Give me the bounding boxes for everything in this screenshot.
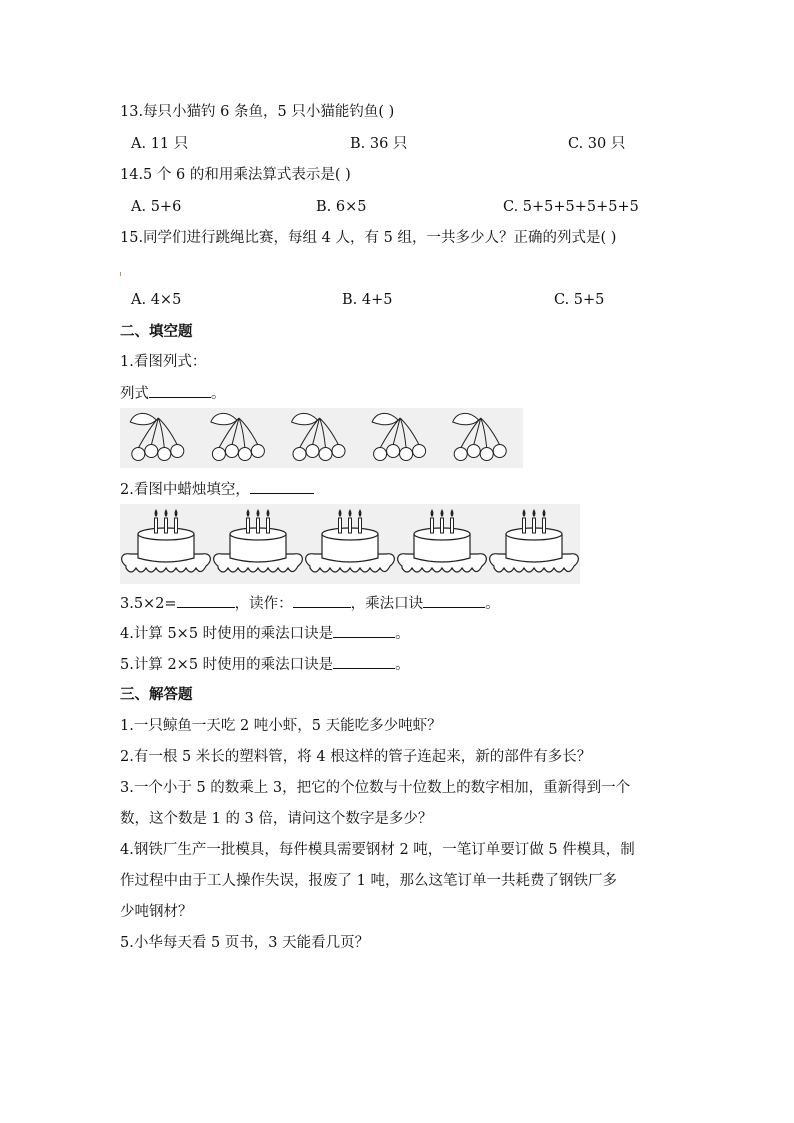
- formula-period: 。: [211, 386, 226, 402]
- flame-icon: [359, 509, 362, 517]
- formula-blank[interactable]: [149, 383, 211, 398]
- leaf-icon: [372, 413, 398, 424]
- question-15: 15.同学们进行跳绳比赛，每组 4 人，有 5 组，一共多少人？正确的列式是( ): [120, 230, 617, 246]
- cherry-icon: [400, 448, 413, 461]
- question-15-option-c[interactable]: C. 5+5: [554, 292, 605, 308]
- candles-blank[interactable]: [250, 479, 314, 494]
- cherry-stem: [481, 418, 487, 448]
- solve-question-5: 5.小华每天看 5 页书，3 天能看几页？: [120, 935, 370, 951]
- fill-question-5-text: 5.计算 2×5 时使用的乘法口诀是: [120, 657, 334, 673]
- cherry-icon: [480, 448, 493, 461]
- leaf-icon: [211, 413, 237, 424]
- cherry-icon: [493, 445, 506, 458]
- candle-icon: [359, 518, 362, 533]
- flame-icon: [543, 509, 546, 517]
- fill-question-3-period: 。: [485, 596, 500, 612]
- fill-question-3-prefix: 3.5×2=: [120, 596, 177, 612]
- cakes-figure: [120, 504, 580, 584]
- flame-icon: [175, 509, 178, 517]
- fill-question-1-formula: [120, 383, 226, 404]
- candle-icon: [155, 518, 158, 533]
- cherry-icon: [251, 445, 264, 458]
- cherry-icon: [332, 445, 345, 458]
- cherry-icon: [306, 445, 319, 458]
- candle-icon: [257, 518, 260, 533]
- fill-question-3: [120, 593, 500, 614]
- cherries-figure: [120, 408, 523, 468]
- question-14-option-c[interactable]: C. 5+5+5+5+5+5: [503, 199, 639, 215]
- flame-icon: [349, 509, 352, 517]
- cherry-icon: [387, 445, 400, 458]
- question-13-option-b[interactable]: B. 36 只: [350, 136, 408, 152]
- stray-mark: [120, 272, 121, 276]
- flame-icon: [441, 509, 444, 517]
- cherry-icon: [225, 445, 238, 458]
- cherries-illustration: [120, 408, 523, 468]
- flame-icon: [533, 509, 536, 517]
- question-14-option-a[interactable]: A. 5+6: [131, 199, 182, 215]
- flame-icon: [339, 509, 342, 517]
- cherry-stem: [320, 418, 339, 445]
- candle-icon: [339, 518, 342, 533]
- cherry-stem: [400, 418, 419, 445]
- cherry-icon: [145, 445, 158, 458]
- leaf-icon: [453, 413, 479, 424]
- candle-icon: [431, 518, 434, 533]
- cake-icon: [306, 509, 395, 572]
- cherry-icon: [374, 448, 387, 461]
- cherry-stem: [481, 418, 500, 445]
- solve-question-2: 2.有一根 5 米长的塑料管，将 4 根这样的管子连起来，新的部件有多长？: [120, 749, 592, 765]
- question-13-option-a[interactable]: A. 11 只: [131, 136, 189, 152]
- leaf-icon: [130, 413, 156, 424]
- cherry-icon: [171, 445, 184, 458]
- candle-icon: [349, 518, 352, 533]
- reading-blank[interactable]: [293, 593, 351, 608]
- question-14: 14.5 个 6 的和用乘法算式表示是( ): [120, 167, 351, 183]
- fill-question-3-rhyme-label: ，乘法口诀: [350, 596, 424, 612]
- flame-icon: [165, 509, 168, 517]
- cherry-stem: [320, 418, 326, 448]
- cherry-icon: [454, 448, 467, 461]
- cherry-stem: [158, 418, 164, 448]
- cherry-icon: [319, 448, 332, 461]
- solve-question-4-line-2: 作过程中由于工人操作失误，报废了 1 吨，那么这笔订单一共耗费了钢铁厂多: [120, 873, 617, 889]
- cherry-stem: [400, 418, 406, 448]
- solve-question-1: 1.一只鲸鱼一天吃 2 吨小虾，5 天能吃多少吨虾？: [120, 718, 442, 734]
- candle-icon: [247, 518, 250, 533]
- candle-icon: [441, 518, 444, 533]
- cherry-bunch: [292, 413, 346, 460]
- fill-question-5-period: 。: [395, 657, 410, 673]
- question-15-option-b[interactable]: B. 4+5: [342, 292, 393, 308]
- cherry-icon: [212, 448, 225, 461]
- candle-icon: [267, 518, 270, 533]
- fill-question-4-period: 。: [395, 626, 410, 642]
- question-14-option-b[interactable]: B. 6×5: [316, 199, 367, 215]
- solve-question-3-line-2: 数，这个数是 1 的 3 倍，请问这个数字是多少？: [120, 811, 433, 827]
- cherry-bunch: [453, 413, 507, 460]
- cake-icon: [214, 509, 303, 572]
- candle-icon: [175, 518, 178, 533]
- cherry-icon: [158, 448, 171, 461]
- cherry-icon: [413, 445, 426, 458]
- cherry-bunch: [211, 413, 265, 460]
- cherry-bunch: [130, 413, 184, 460]
- flame-icon: [155, 509, 158, 517]
- flame-icon: [247, 509, 250, 517]
- cherry-icon: [467, 445, 480, 458]
- flame-icon: [523, 509, 526, 517]
- section-heading-fill: 二、填空题: [120, 324, 193, 340]
- flame-icon: [431, 509, 434, 517]
- cherry-stem: [239, 418, 245, 448]
- product-blank[interactable]: [177, 593, 235, 608]
- question-13-option-c[interactable]: C. 30 只: [568, 136, 626, 152]
- fill-question-4: [120, 623, 410, 644]
- formula-label: 列式: [120, 386, 149, 402]
- fill-question-1: 1.看图列式：: [120, 354, 207, 370]
- rhyme-blank[interactable]: [423, 593, 485, 608]
- cherry-bunch: [372, 413, 426, 460]
- cherry-icon: [132, 448, 145, 461]
- fill-question-5: [120, 654, 410, 675]
- flame-icon: [267, 509, 270, 517]
- solve-question-4-line-1: 4.钢铁厂生产一批模具，每件模具需要钢材 2 吨，一笔订单要订做 5 件模具，制: [120, 842, 635, 858]
- candle-icon: [523, 518, 526, 533]
- cherry-stem: [158, 418, 177, 445]
- fill-question-2-text: 2.看图中蜡烛填空，: [120, 482, 250, 498]
- cherry-stem: [239, 418, 258, 445]
- cake-icon: [398, 509, 487, 572]
- cake-icon: [122, 509, 211, 572]
- fill-question-4-text: 4.计算 5×5 时使用的乘法口诀是: [120, 626, 334, 642]
- fill-question-5-blank[interactable]: [333, 654, 395, 669]
- cherry-icon: [238, 448, 251, 461]
- cake-icon: [490, 509, 579, 572]
- section-heading-solve: 三、解答题: [120, 687, 193, 703]
- solve-question-4-line-3: 少吨钢材？: [120, 904, 193, 920]
- solve-question-3-line-1: 3.一个小于 5 的数乘上 3，把它的个位数与十位数上的数字相加，重新得到一个: [120, 780, 631, 796]
- candle-icon: [543, 518, 546, 533]
- candle-icon: [451, 518, 454, 533]
- fill-question-2: [120, 479, 314, 500]
- question-15-option-a[interactable]: A. 4×5: [131, 292, 182, 308]
- fill-question-3-read-label: ，读作：: [234, 596, 293, 612]
- candle-icon: [165, 518, 168, 533]
- flame-icon: [257, 509, 260, 517]
- candle-icon: [533, 518, 536, 533]
- cherry-icon: [293, 448, 306, 461]
- leaf-icon: [292, 413, 318, 424]
- cakes-illustration: [120, 504, 580, 584]
- fill-question-4-blank[interactable]: [333, 623, 395, 638]
- flame-icon: [451, 509, 454, 517]
- question-13: 13.每只小猫钓 6 条鱼，5 只小猫能钓鱼( ): [120, 104, 395, 120]
